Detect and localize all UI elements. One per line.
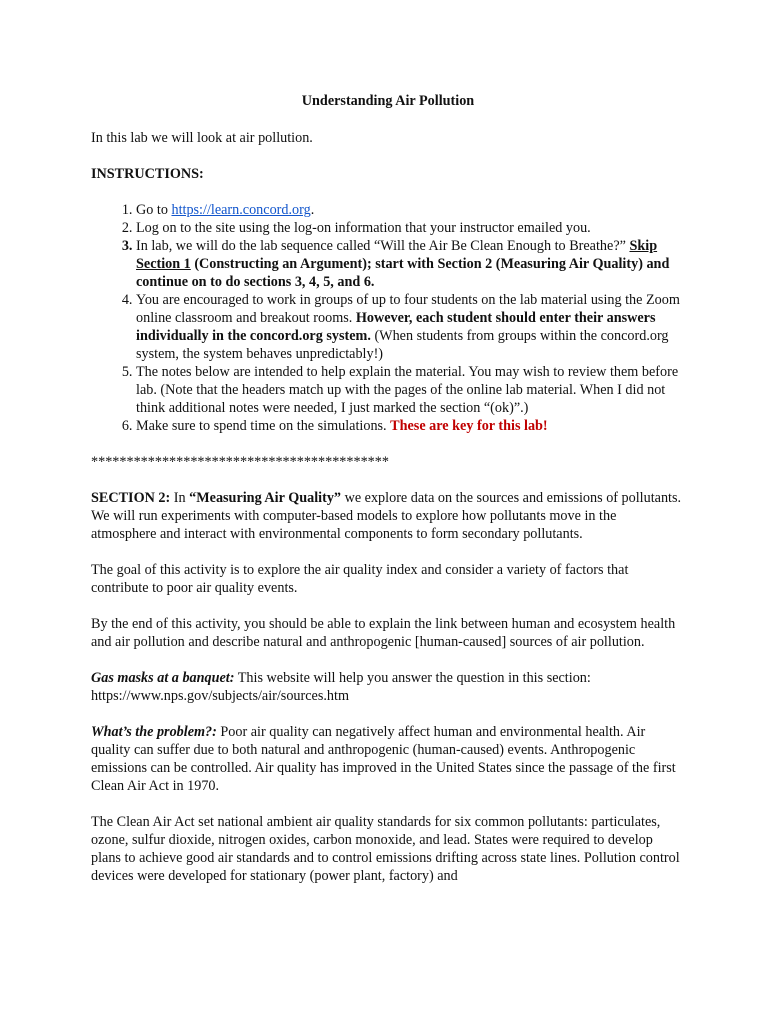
asterisk-separator: ****************************************** (91, 454, 389, 470)
section-2-text: we explore data on the sources and emissions of pollutants. We will run experiments with computer-based models to explore how pollutants move in the atmosphere and interact with environmental components to form secondary pollutants. (91, 490, 682, 542)
step-6-text: Make sure to spend time on the simulations. (136, 418, 391, 434)
step-4-text: You are encouraged to work in groups of up to four students on the lab material using the Zoom online classroom and breakout rooms. (136, 292, 680, 326)
list-item (136, 417, 685, 435)
gas-masks-label: Gas masks at a banquet: (91, 670, 235, 686)
list-item (136, 363, 685, 417)
step-5-text: The notes below are intended to help explain the material. You may wish to review them before lab. (Note that the headers match up with the pages of the online lab material. When I did not think additional notes were needed, I just marked the section “(ok)”.) (136, 364, 679, 416)
step-3-bold-text: (Constructing an Argument); start with Section 2 (Measuring Air Quality) and continue on to do sections 3, 4, 5, and 6. (136, 256, 670, 290)
list-item (136, 237, 685, 291)
gas-masks-text: This website will help you answer the question in this section: https://www.nps.gov/subjects/air/sources.htm (91, 670, 591, 704)
step-6-emphasis: These are key for this lab! (390, 418, 548, 434)
concord-link[interactable]: https://learn.concord.org (171, 202, 311, 218)
goal-paragraph: The goal of this activity is to explore the air quality index and consider a variety of factors that contribute to poor air quality events. (91, 562, 629, 596)
step-2-text: Log on to the site using the log-on information that your instructor emailed you. (136, 220, 591, 236)
problem-label: What’s the problem?: (91, 724, 217, 740)
section-2-name: “Measuring Air Quality” (189, 490, 342, 506)
instructions-list (91, 201, 685, 435)
list-item (136, 291, 685, 363)
list-item (136, 201, 685, 219)
step-1-text: Go to (136, 202, 172, 218)
document-title: Understanding Air Pollution (301, 93, 475, 109)
step-1-period: . (310, 202, 315, 218)
clean-air-act-paragraph: The Clean Air Act set national ambient air quality standards for six common pollutants: particulates, ozone, sulfur dioxide, nitrogen oxides, carbon monoxide, and lead. States were required to develop plans to achieve good air standards and to control emissions drifting across state lines. Pollution control devices were developed for stationary (power plant, factory) and (91, 814, 680, 884)
section-2-in: In (170, 490, 190, 506)
instructions-heading: INSTRUCTIONS: (91, 166, 204, 182)
section-2-paragraph (91, 489, 685, 543)
step-3-text: In lab, we will do the lab sequence called “Will the Air Be Clean Enough to Breathe?” (136, 238, 626, 254)
step-4-bold-text: However, each student should enter their answers individually in the concord.org system. (136, 310, 656, 344)
intro-paragraph: In this lab we will look at air pollution. (91, 130, 313, 146)
section-2-label: SECTION 2: (91, 490, 171, 506)
list-item (136, 219, 685, 237)
problem-text: Poor air quality can negatively affect human and environmental health. Air quality can suffer due to both natural and anthropogenic (human-caused) events. Anthropogenic emissions can be controlled. Air quality has improved in the United States since the passage of the first Clean Air Act in 1970. (91, 724, 676, 794)
step-4-note: (When students from groups within the concord.org system, the system behaves unpredictably!) (136, 328, 669, 362)
problem-paragraph (91, 723, 685, 795)
end-of-activity-paragraph: By the end of this activity, you should be able to explain the link between human and ecosystem health and air pollution and describe natural and anthropogenic [human-caused] sources of air pollution. (91, 616, 676, 650)
skip-section-label: Skip Section 1 (136, 238, 658, 272)
document-body (91, 92, 685, 903)
gas-masks-paragraph (91, 669, 685, 705)
